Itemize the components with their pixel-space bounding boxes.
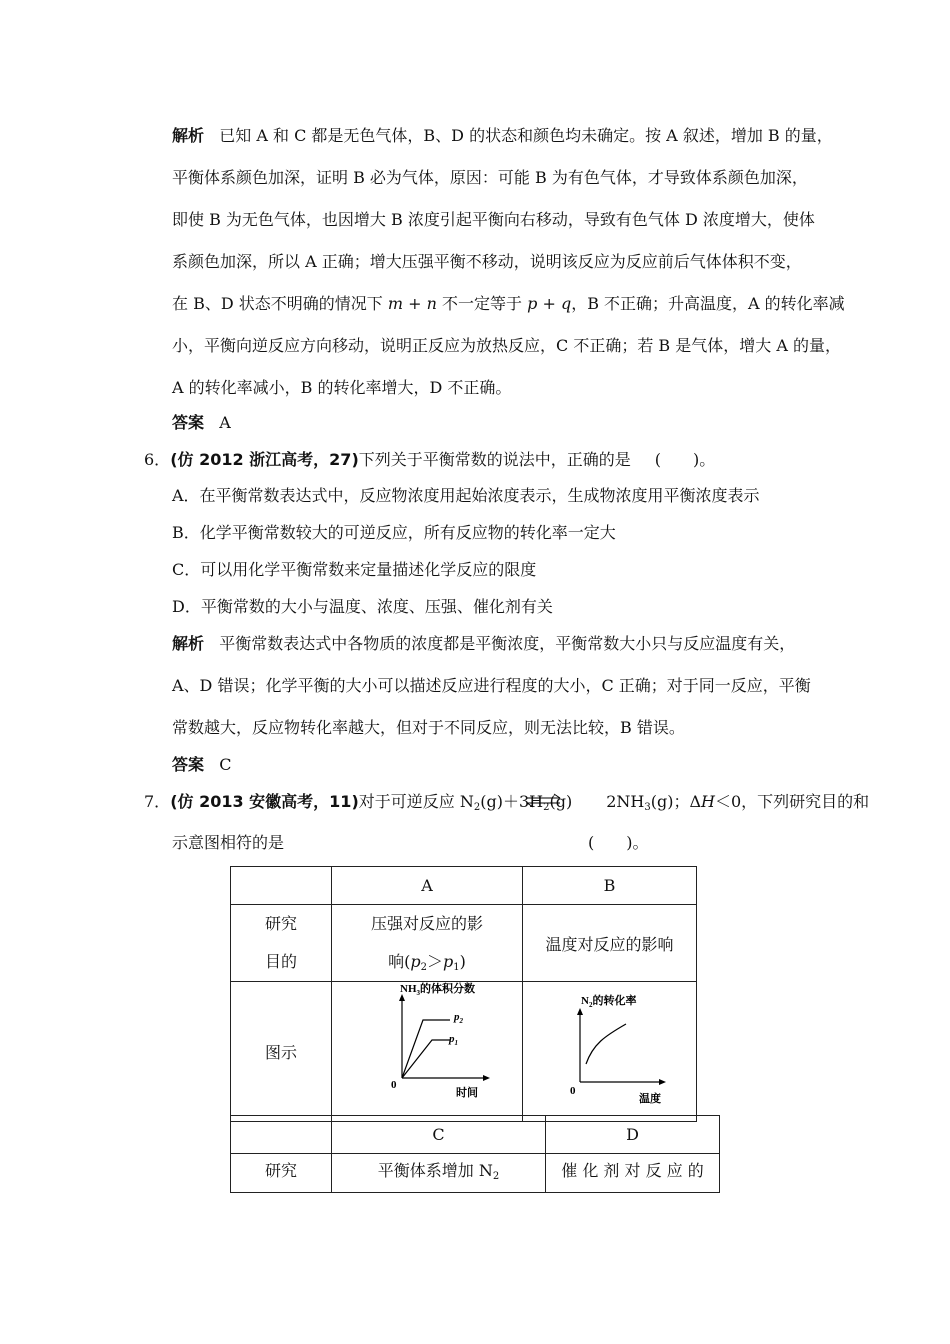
analysis5-line7: A 的转化率减小，B 的转化率增大，D 不正确。 [172,378,512,397]
analysis5-line2: 平衡体系颜色加深，证明 B 必为气体，原因：可能 B 为有色气体，才导致体系颜色加深， [172,168,808,187]
options-table-ab [230,866,697,1122]
q6-analysis-line1: 解析 平衡常数表达式中各物质的浓度都是平衡浓度，平衡常数大小只与反应温度有关， [172,634,796,653]
q6-analysis-line3: 常数越大，反应物转化率越大，但对于不同反应，则无法比较，B 错误。 [172,718,685,737]
q7-stem: 7．(仿 2013 安徽高考，11)对于可逆反应 $N_2(g)+3H_2(g)$ $2NH_3(g)$；ΔH＜0，下列研究目的和 [144,792,870,813]
analysis5-line5: 在 B、D 状态不明确的情况下 m + n 不一定等于 p + q，B 不正确；升高温度，A 的转化率减 [172,294,845,313]
row-figure-label: 图示 [231,982,332,1122]
analysis5-line3: 即使 B 为无色气体，也因增大 B 浓度引起平衡向右移动，导致有色气体 D 浓度增大，使体 [172,210,815,229]
chart-a-ylabel: $NH_3$的体积分数 [400,983,475,997]
equilibrium-arrow-icon [524,790,564,812]
q6-stem: 6．(仿 2012 浙江高考，27)下列关于平衡常数的说法中，正确的是 ( )。 [144,450,716,469]
q6-analysis-line2: A、D 错误；化学平衡的大小可以描述反应进行程度的大小，C 正确；对于同一反应，平衡 [172,676,811,695]
table-header-d: D [546,1116,720,1154]
m-plus-n: m + n [387,294,437,313]
chart-b-x-arrow [659,1079,666,1085]
d-purpose: 催 化 剂 对 反 应 的 [546,1154,720,1193]
chart-b-curve [586,1024,626,1064]
q6-option-b: B．化学平衡常数较大的可逆反应，所有反应物的转化率一定大 [172,523,616,542]
chart-b [523,982,696,1117]
a-figure [332,982,523,1122]
q7-source: (仿 2013 安徽高考，11) [170,792,359,811]
chart-a-x-arrow [483,1075,490,1081]
row3-purpose-label: 研究 [231,1154,332,1193]
q6-option-d: D．平衡常数的大小与温度、浓度、压强、催化剂有关 [172,597,553,616]
q6-source: (仿 2012 浙江高考，27) [170,450,359,469]
analysis5-line4: 系颜色加深，所以 A 正确；增大压强平衡不移动，说明该反应为反应前后气体体积不变， [172,252,802,271]
answer6-value: C [219,755,232,774]
table-header-b: B [523,867,697,905]
chart-b-origin: 0 [570,1085,576,1097]
chart-a-p2-label: $p_2$ [454,1011,463,1025]
table-header-c: C [332,1116,546,1154]
answer5 [172,413,231,433]
answer5-label: 答案 [172,413,205,432]
q6-blank: ( )。 [654,450,716,469]
answer6 [172,755,232,775]
table-corner-1 [231,867,332,905]
analysis5-line6: 小，平衡向逆反应方向移动，说明正反应为放热反应，C 不正确；若 B 是气体，增大 A 的量， [172,336,841,355]
q6-option-c: C．可以用化学平衡常数来定量描述化学反应的限度 [172,560,537,579]
c-purpose: 平衡体系增加 $N_2$ [332,1154,546,1193]
chart-a-origin: 0 [391,1079,397,1091]
table-header-a: A [332,867,523,905]
analysis5-label: 解析 [172,126,205,145]
answer5-value: A [219,413,231,432]
chart-a-y-arrow [399,994,405,1001]
chart-a-p1-label: $p_1$ [449,1033,458,1047]
b-figure [523,982,697,1122]
options-table-cd [230,1115,720,1193]
chart-b-y-arrow [577,1008,583,1015]
a-purpose: 压强对反应的影 响$(p_2>p_1)$ [332,905,523,982]
answer6-label: 答案 [172,755,205,774]
b-purpose: 温度对反应的影响 [523,905,697,982]
table-corner-2 [231,1116,332,1154]
row-purpose-label: 研究 目的 [231,905,332,982]
q6-analysis-label: 解析 [172,634,205,653]
p-plus-q: p + q [527,294,572,313]
chart-b-ylabel: $N_2$的转化率 [581,995,637,1009]
chart-a [332,982,522,1117]
q7-line2: 示意图相符的是 [172,833,285,852]
chart-b-xlabel: 温度 [639,1093,661,1105]
analysis5-line1: 解析 已知 A 和 C 都是无色气体，B、D 的状态和颜色均未确定。按 A 叙述，增加 B 的量， [172,126,833,145]
q7-blank: ( )。 [588,833,649,852]
q6-option-a: A．在平衡常数表达式中，反应物浓度用起始浓度表示，生成物浓度用平衡浓度表示 [172,486,760,505]
chart-a-xlabel: 时间 [456,1087,478,1099]
